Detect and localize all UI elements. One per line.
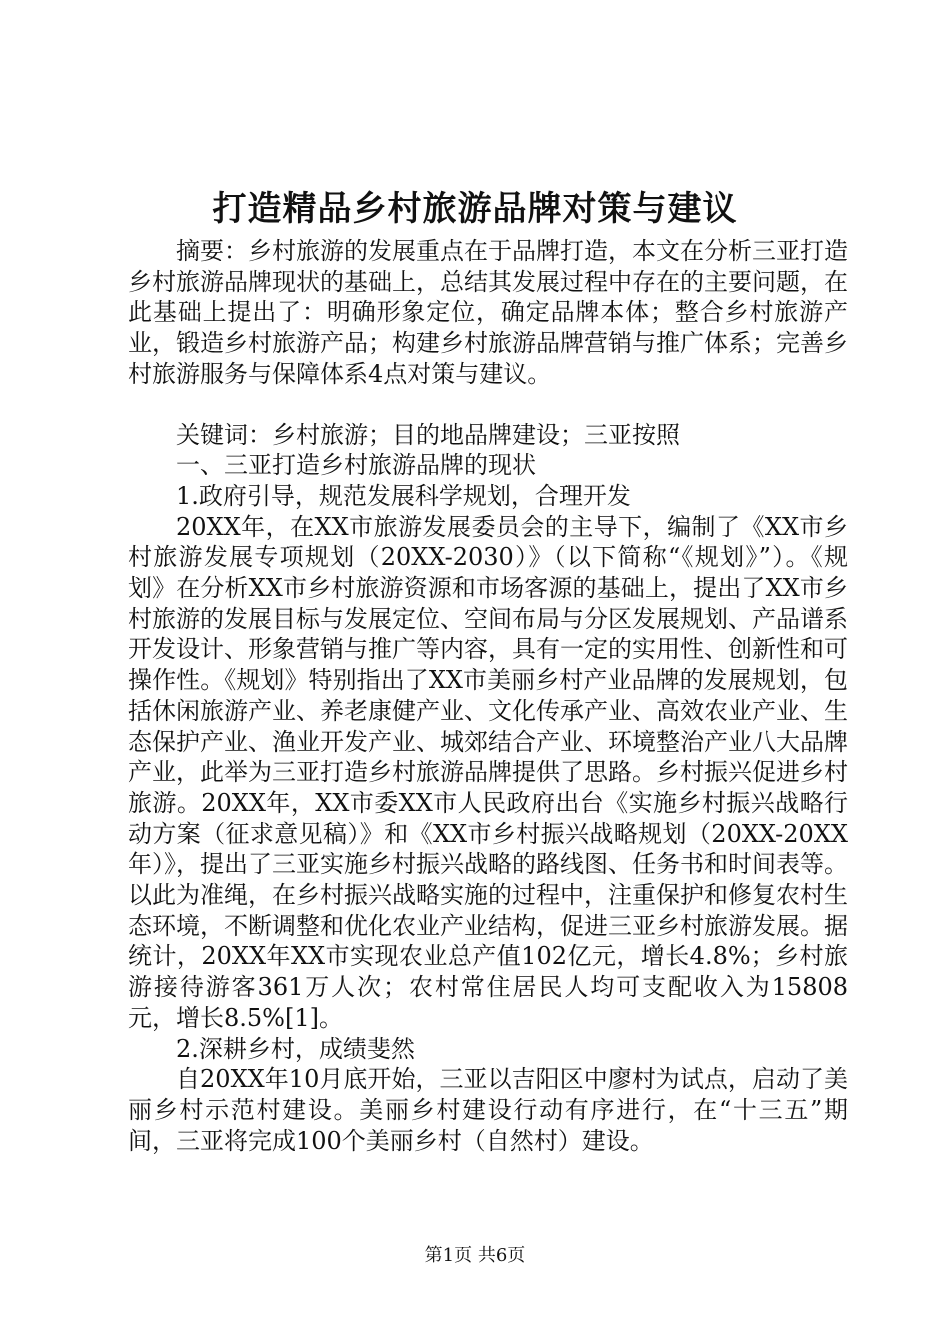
document-title: 打造精品乡村旅游品牌对策与建议 [212,189,738,229]
keywords-paragraph: 关键词：乡村旅游；目的地品牌建设；三亚按照 [176,420,680,449]
section-heading: 一、三亚打造乡村旅游品牌的现状 [176,451,536,480]
subsection-heading: 2.深耕乡村，成绩斐然 [176,1034,415,1063]
abstract-paragraph: 摘要：乡村旅游的发展重点在于品牌打造，本文在分析三亚打造乡村旅游品牌现状的基础上，总结其发展过程中存在的主要问题，在此基础上提出了：明确形象定位，确定品牌本体；整合乡村旅游产业，锻造乡村旅游产品；构建乡村旅游品牌营销与推广体系；完善乡村旅游服务与保障体系4点对策与建议。 [128,237,848,388]
document-body [128,236,848,1156]
subsection-heading: 1.政府引导，规范发展科学规划，合理开发 [176,481,631,510]
body-paragraph: 自20XX年10月底开始，三亚以吉阳区中廖村为试点，启动了美丽乡村示范村建设。美丽乡村建设行动有序进行，在“十三五”期间，三亚将完成100个美丽乡村（自然村）建设。 [128,1065,848,1155]
body-paragraph: 20XX年，在XX市旅游发展委员会的主导下，编制了《XX市乡村旅游发展专项规划（20XX-2030）》（以下简称“《规划》”）。《规划》在分析XX市乡村旅游资源和市场客源的基础上，提出了XX市乡村旅游的发展目标与发展定位、空间布局与分区发展规划、产品谱系开发设计、形象营销与推广等内容，具有一定的实用性、创新性和可操作性。《规划》特别指出了XX市美丽乡村产业品牌的发展规划，包括休闲旅游产业、养老康健产业、文化传承产业、高效农业产业、生态保护产业、渔业开发产业、城郊结合产业、环境整治产业八大品牌产业，此举为三亚打造乡村旅游品牌提供了思路。乡村振兴促进乡村旅游。20XX年，XX市委XX市人民政府出台《实施乡村振兴战略行动方案（征求意见稿）》和《XX市乡村振兴战略规划（20XX-20XX年）》，提出了三亚实施乡村振兴战略的路线图、任务书和时间表等。以此为准绳，在乡村振兴战略实施的过程中，注重保护和修复农村生态环境，不断调整和优化农业产业结构，促进三亚乡村旅游发展。据统计，20XX年XX市实现农业总产值102亿元，增长4.8%；乡村旅游接待游客361万人次；农村常住居民人均可支配收入为15808元，增长8.5%[1]。 [128,512,848,1032]
page-footer: 第1页 共6页 [424,1245,526,1266]
